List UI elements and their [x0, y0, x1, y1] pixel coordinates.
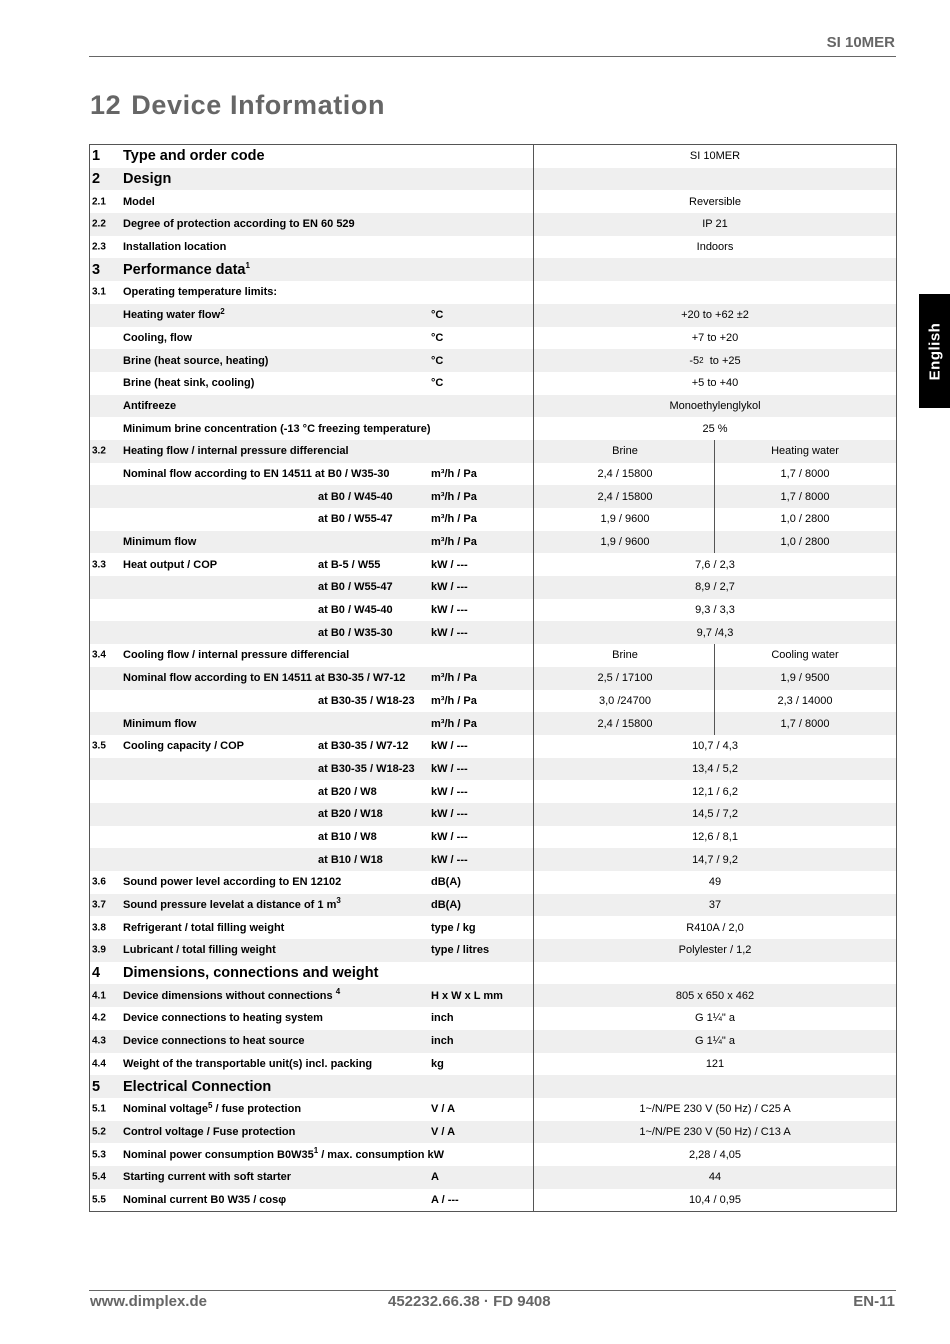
row-label-text: Design — [123, 171, 172, 188]
row-label — [123, 1035, 305, 1047]
split-column-divider — [714, 644, 715, 735]
spec-row — [90, 372, 896, 395]
row-unit: kW / --- — [431, 853, 468, 866]
row-label-text: Heat output / COP — [123, 558, 218, 571]
row-value-text: 121 — [705, 1057, 725, 1070]
spec-row — [90, 304, 896, 327]
row-value-text: +20 to +62 ±2 — [681, 309, 749, 322]
row-value-primary: Brine — [612, 445, 638, 458]
footnote-marker: 5 — [207, 1100, 213, 1110]
row-number: 5 — [92, 1078, 101, 1095]
row-label — [123, 355, 268, 367]
row-value — [535, 735, 895, 758]
row-number: 2.3 — [92, 241, 106, 253]
row-label-text: Minimum flow — [123, 536, 197, 549]
row-value-secondary: Cooling water — [771, 649, 839, 662]
row-unit: V / A — [431, 1103, 456, 1116]
row-value — [535, 213, 895, 236]
row-unit: A — [431, 1171, 439, 1184]
row-label — [123, 740, 244, 752]
row-value — [535, 1143, 895, 1166]
row-label — [123, 965, 378, 981]
row-value — [535, 871, 895, 894]
row-value-text: 44 — [708, 1171, 722, 1184]
spec-row — [90, 780, 896, 803]
row-label — [123, 876, 341, 888]
spec-row — [90, 1166, 896, 1189]
row-label-text: Lubricant / total filling weight — [123, 944, 276, 957]
row-value — [535, 916, 895, 939]
spec-row — [90, 236, 896, 259]
spec-row — [90, 576, 896, 599]
section-row — [90, 962, 896, 985]
row-condition: at B0 / W55-47 — [318, 513, 393, 526]
row-label — [123, 262, 250, 278]
footer-page-number: EN-11 — [853, 1293, 895, 1310]
row-number: 3.1 — [92, 286, 106, 298]
header-rule — [89, 56, 896, 57]
row-value — [535, 372, 895, 395]
footnote-marker: 1 — [245, 260, 250, 270]
row-label-text: Installation location — [123, 241, 227, 254]
row-value — [535, 576, 895, 599]
row-value-text: G 1¼" a — [695, 1035, 735, 1048]
spec-row — [90, 485, 896, 508]
header-model: SI 10MER — [826, 34, 895, 51]
row-number: 4.4 — [92, 1058, 106, 1070]
row-value-text: 10,7 / 4,3 — [692, 740, 738, 753]
row-value — [535, 1007, 895, 1030]
row-value — [535, 621, 895, 644]
row-value-text: 2,28 / 4,05 — [689, 1148, 741, 1161]
row-value-text: 14,7 / 9,2 — [692, 853, 738, 866]
row-label — [123, 922, 284, 934]
row-unit: kg — [431, 1057, 444, 1070]
row-label — [123, 306, 225, 322]
spec-row — [90, 758, 896, 781]
row-label-text: Minimum brine concentration (-13 °C freezing temperature) — [123, 422, 431, 435]
row-value — [535, 1121, 895, 1144]
spec-row — [90, 939, 896, 962]
row-unit: °C — [431, 354, 444, 367]
row-label — [123, 1012, 323, 1024]
row-label — [123, 1126, 295, 1138]
spec-row — [90, 508, 896, 531]
row-number: 3.5 — [92, 740, 106, 752]
row-number: 3.4 — [92, 649, 106, 661]
row-value — [535, 803, 895, 826]
language-tab[interactable] — [919, 294, 950, 408]
row-unit: m³/h / Pa — [431, 467, 477, 480]
row-label-text: Brine (heat sink, cooling) — [123, 377, 255, 390]
row-value-text: Indoors — [696, 241, 734, 254]
row-value-secondary: 1,7 / 8000 — [780, 717, 830, 730]
row-value — [535, 1098, 895, 1121]
row-value — [535, 145, 895, 168]
spec-row — [90, 1053, 896, 1076]
row-value-secondary: 2,3 / 14000 — [777, 694, 833, 707]
row-unit: kW / --- — [431, 740, 468, 753]
chapter-number: 12 — [90, 90, 122, 120]
row-label-text: Refrigerant / total filling weight — [123, 921, 285, 934]
row-value — [535, 190, 895, 213]
spec-row — [90, 281, 896, 304]
row-value-primary: Brine — [612, 649, 638, 662]
row-label-text: Type and order code — [123, 148, 265, 165]
row-value-text: IP 21 — [702, 218, 728, 231]
row-unit: dB(A) — [431, 876, 461, 889]
section-row — [90, 145, 896, 168]
spec-row — [90, 599, 896, 622]
row-value — [535, 984, 895, 1007]
row-value — [535, 1189, 895, 1212]
row-unit: dB(A) — [431, 899, 461, 912]
row-label-text: Weight of the transportable unit(s) incl. packing — [123, 1057, 373, 1070]
row-condition: at B30-35 / W7-12 — [318, 740, 409, 753]
row-value-text: 49 — [708, 876, 722, 889]
row-label-text: Nominal flow according to EN 14511 at B30-35 / W7-12 — [123, 672, 406, 685]
row-label-text: Nominal voltage — [123, 1103, 208, 1116]
row-value-secondary: 1,0 / 2800 — [780, 513, 830, 526]
footer-rule — [89, 1290, 896, 1291]
spec-row — [90, 1007, 896, 1030]
row-unit: kW / --- — [431, 581, 468, 594]
row-condition: at B20 / W8 — [318, 785, 377, 798]
row-condition: at B-5 / W55 — [318, 558, 381, 571]
row-value-secondary: 1,9 / 9500 — [780, 672, 830, 685]
row-unit: m³/h / Pa — [431, 672, 477, 685]
row-value — [535, 826, 895, 849]
spec-row — [90, 213, 896, 236]
row-number: 1 — [92, 148, 101, 165]
row-value-text: +7 to +20 — [691, 331, 739, 344]
row-condition: at B10 / W18 — [318, 853, 383, 866]
row-label-text: Device connections to heat source — [123, 1035, 305, 1048]
row-value — [535, 780, 895, 803]
row-label — [123, 944, 276, 956]
row-value — [535, 599, 895, 622]
row-value — [535, 1053, 895, 1076]
row-number: 3.2 — [92, 445, 106, 457]
row-label-text: Sound pressure levelat a distance of 1 m — [123, 899, 337, 912]
row-label-tail: / max. consumption kW — [318, 1148, 445, 1161]
footnote-marker: 1 — [313, 1145, 319, 1155]
row-value: -5 2 to +25 — [689, 354, 741, 367]
row-label — [123, 171, 171, 187]
footer-website-link[interactable]: www.dimplex.de — [90, 1293, 207, 1310]
row-condition: at B10 / W8 — [318, 830, 377, 843]
row-unit: type / litres — [431, 944, 490, 957]
row-value-primary: 2,5 / 17100 — [597, 672, 653, 685]
spec-row — [90, 395, 896, 418]
spec-row — [90, 417, 896, 440]
row-number: 3.3 — [92, 559, 106, 571]
row-label — [123, 1058, 372, 1070]
row-number: 4.3 — [92, 1035, 106, 1047]
row-unit: kW / --- — [431, 626, 468, 639]
row-unit: °C — [431, 309, 444, 322]
row-value-primary: 3,0 /24700 — [599, 694, 651, 707]
row-value-text: 12,1 / 6,2 — [692, 785, 738, 798]
row-value-text: SI 10MER — [689, 150, 741, 163]
row-label-text: Minimum flow — [123, 717, 197, 730]
row-number: 4.1 — [92, 990, 106, 1002]
row-label — [123, 148, 265, 164]
footer-doc-number: 452232.66.38 · FD 9408 — [388, 1293, 551, 1310]
spec-row — [90, 440, 896, 463]
row-value — [535, 894, 895, 917]
spec-row — [90, 735, 896, 758]
row-number: 3.6 — [92, 876, 106, 888]
row-label-text: Starting current with soft starter — [123, 1171, 292, 1184]
row-number: 3.8 — [92, 922, 106, 934]
row-value — [535, 758, 895, 781]
row-label — [123, 445, 349, 457]
row-value-text: +5 to +40 — [691, 377, 739, 390]
row-number: 5.5 — [92, 1194, 106, 1206]
row-label — [123, 1194, 286, 1206]
row-unit: kW / --- — [431, 762, 468, 775]
spec-table — [89, 144, 897, 1212]
row-unit: inch — [431, 1035, 454, 1048]
row-label-text: Nominal power consumption B0W35 — [123, 1148, 314, 1161]
row-label-text: Brine (heat source, heating) — [123, 354, 269, 367]
row-label — [123, 400, 176, 412]
row-value-text: G 1¼" a — [695, 1012, 735, 1025]
row-value-text: 8,9 / 2,7 — [695, 581, 735, 594]
row-label-text: Electrical Connection — [123, 1078, 272, 1095]
row-label-text: Cooling flow / internal pressure differencial — [123, 649, 350, 662]
row-value-text: 25 % — [702, 422, 728, 435]
row-unit: kW / --- — [431, 558, 468, 571]
row-value-primary: 1,9 / 9600 — [600, 513, 650, 526]
row-label — [123, 649, 349, 661]
row-number: 4 — [92, 965, 101, 982]
row-unit: H x W x L mm — [431, 989, 503, 1002]
row-value — [535, 236, 895, 259]
spec-row — [90, 531, 896, 554]
spec-row — [90, 644, 896, 667]
row-label-text: Nominal flow according to EN 14511 at B0 / W35-30 — [123, 467, 390, 480]
row-label — [123, 672, 405, 684]
row-label — [123, 896, 341, 912]
row-condition: at B0 / W45-40 — [318, 604, 393, 617]
row-value-text: 10,4 / 0,95 — [689, 1193, 741, 1206]
row-number: 5.2 — [92, 1126, 106, 1138]
row-condition: at B0 / W45-40 — [318, 490, 393, 503]
row-label-text: Cooling, flow — [123, 331, 193, 344]
row-label — [123, 559, 217, 571]
row-value — [535, 848, 895, 871]
row-label-text: Model — [123, 195, 155, 208]
row-label — [123, 468, 390, 480]
row-unit: kW / --- — [431, 830, 468, 843]
spec-row — [90, 1143, 896, 1166]
row-unit: type / kg — [431, 921, 476, 934]
row-label — [123, 196, 155, 208]
row-number: 5.3 — [92, 1149, 106, 1161]
spec-row — [90, 826, 896, 849]
row-value-secondary: 1,0 / 2800 — [780, 536, 830, 549]
row-value — [535, 417, 895, 440]
row-condition: at B0 / W35-30 — [318, 626, 393, 639]
row-label — [123, 718, 196, 730]
row-label-text: Operating temperature limits: — [123, 286, 278, 299]
spec-row — [90, 1030, 896, 1053]
row-condition: at B30-35 / W18-23 — [318, 694, 415, 707]
row-number: 2 — [92, 171, 101, 188]
row-value-text: 1~/N/PE 230 V (50 Hz) / C25 A — [639, 1103, 791, 1116]
row-label-text: Sound power level according to EN 12102 — [123, 876, 342, 889]
row-label-text: Heating water flow — [123, 309, 221, 322]
section-row — [90, 168, 896, 191]
row-condition: at B0 / W55-47 — [318, 581, 393, 594]
row-unit: kW / --- — [431, 604, 468, 617]
row-value — [535, 939, 895, 962]
row-number: 3.7 — [92, 899, 106, 911]
row-value-text: 9,7 /4,3 — [696, 626, 734, 639]
row-unit: V / A — [431, 1125, 456, 1138]
page-title — [90, 90, 385, 121]
spec-row — [90, 667, 896, 690]
row-label — [123, 241, 226, 253]
row-value-text: 805 x 650 x 462 — [675, 989, 755, 1002]
row-label-text: Device dimensions without connections — [123, 989, 336, 1002]
row-label — [123, 286, 277, 298]
footnote-marker: 2 — [220, 306, 225, 316]
row-unit: m³/h / Pa — [431, 694, 477, 707]
row-label-text: Performance data — [123, 261, 246, 278]
row-condition: at B20 / W18 — [318, 808, 383, 821]
spec-row — [90, 190, 896, 213]
row-value — [535, 327, 895, 350]
row-unit: A / --- — [431, 1193, 459, 1206]
row-value-secondary: 1,7 / 8000 — [780, 467, 830, 480]
row-value — [535, 553, 895, 576]
spec-row — [90, 553, 896, 576]
row-value — [535, 395, 895, 418]
row-label-text: Dimensions, connections and weight — [123, 965, 379, 982]
spec-row — [90, 621, 896, 644]
spec-row — [90, 463, 896, 486]
row-value-text: 14,5 / 7,2 — [692, 808, 738, 821]
row-number: 2.1 — [92, 196, 106, 208]
spec-row — [90, 871, 896, 894]
row-unit: °C — [431, 377, 444, 390]
spec-row — [90, 894, 896, 917]
spec-row — [90, 712, 896, 735]
spec-row — [90, 1121, 896, 1144]
row-value-primary: 2,4 / 15800 — [597, 717, 653, 730]
row-unit: m³/h / Pa — [431, 513, 477, 526]
row-number: 2.2 — [92, 218, 106, 230]
row-label — [123, 1100, 302, 1116]
row-unit: inch — [431, 1012, 454, 1025]
spec-row — [90, 1098, 896, 1121]
row-label — [123, 218, 355, 230]
row-label-text: Cooling capacity / COP — [123, 740, 245, 753]
row-value-secondary: Heating water — [771, 445, 839, 458]
row-unit: kW / --- — [431, 808, 468, 821]
row-label — [123, 1079, 271, 1095]
row-label-text: Control voltage / Fuse protection — [123, 1125, 296, 1138]
row-unit: kW / --- — [431, 785, 468, 798]
row-number: 5.1 — [92, 1103, 106, 1115]
section-row — [90, 1075, 896, 1098]
spec-row — [90, 690, 896, 713]
row-label — [123, 377, 254, 389]
spec-row — [90, 984, 896, 1007]
row-label-text: Nominal current B0 W35 / cosφ — [123, 1193, 287, 1206]
row-label-text: Heating flow / internal pressure differencial — [123, 445, 349, 458]
section-row — [90, 258, 896, 281]
row-label — [123, 987, 341, 1002]
row-unit: m³/h / Pa — [431, 536, 477, 549]
row-unit: °C — [431, 331, 444, 344]
row-value-text: Monoethylenglykol — [669, 399, 761, 412]
spec-row — [90, 916, 896, 939]
row-value — [535, 304, 895, 327]
spec-row — [90, 848, 896, 871]
row-value — [535, 1030, 895, 1053]
row-number: 3 — [92, 261, 101, 278]
row-value-primary: 2,4 / 15800 — [597, 467, 653, 480]
row-label — [123, 423, 431, 435]
row-label-text: Device connections to heating system — [123, 1012, 323, 1025]
row-label — [123, 1145, 445, 1161]
row-label — [123, 536, 196, 548]
row-label-tail: / fuse protection — [212, 1103, 302, 1116]
row-value-text: 7,6 / 2,3 — [695, 558, 735, 571]
column-divider — [533, 145, 534, 1211]
spec-row — [90, 1189, 896, 1212]
spec-row — [90, 327, 896, 350]
footnote-marker: 3 — [336, 896, 341, 906]
row-value-primary: 2,4 / 15800 — [597, 490, 653, 503]
row-value-text: Polylester / 1,2 — [678, 944, 752, 957]
chapter-title: Device Information — [131, 90, 386, 120]
row-unit: m³/h / Pa — [431, 717, 477, 730]
row-number: 3.9 — [92, 944, 106, 956]
row-value-secondary: 1,7 / 8000 — [780, 490, 830, 503]
row-value-primary: 1,9 / 9600 — [600, 536, 650, 549]
split-column-divider — [714, 440, 715, 553]
footnote-marker: 4 — [335, 987, 341, 997]
row-condition: at B30-35 / W18-23 — [318, 762, 415, 775]
row-value-text: 13,4 / 5,2 — [692, 762, 738, 775]
row-number: 4.2 — [92, 1012, 106, 1024]
row-label — [123, 1171, 291, 1183]
row-label-text: Antifreeze — [123, 399, 177, 412]
spec-row — [90, 349, 896, 372]
row-value-text: -5 — [689, 354, 700, 367]
row-value-tail: to +25 — [703, 354, 741, 367]
row-value-text: 1~/N/PE 230 V (50 Hz) / C13 A — [639, 1125, 791, 1138]
row-value-text: R410A / 2,0 — [686, 921, 744, 934]
row-value-text: 37 — [708, 899, 722, 912]
row-unit: m³/h / Pa — [431, 490, 477, 503]
row-value — [535, 1166, 895, 1189]
row-label — [123, 332, 192, 344]
row-number: 5.4 — [92, 1171, 106, 1183]
row-value-text: 12,6 / 8,1 — [692, 830, 738, 843]
row-value-text: Reversible — [689, 195, 741, 208]
spec-row — [90, 803, 896, 826]
row-value-text: 9,3 / 3,3 — [695, 604, 735, 617]
language-tab-label: English — [926, 322, 944, 380]
row-label-text: Degree of protection according to EN 60 529 — [123, 218, 355, 231]
